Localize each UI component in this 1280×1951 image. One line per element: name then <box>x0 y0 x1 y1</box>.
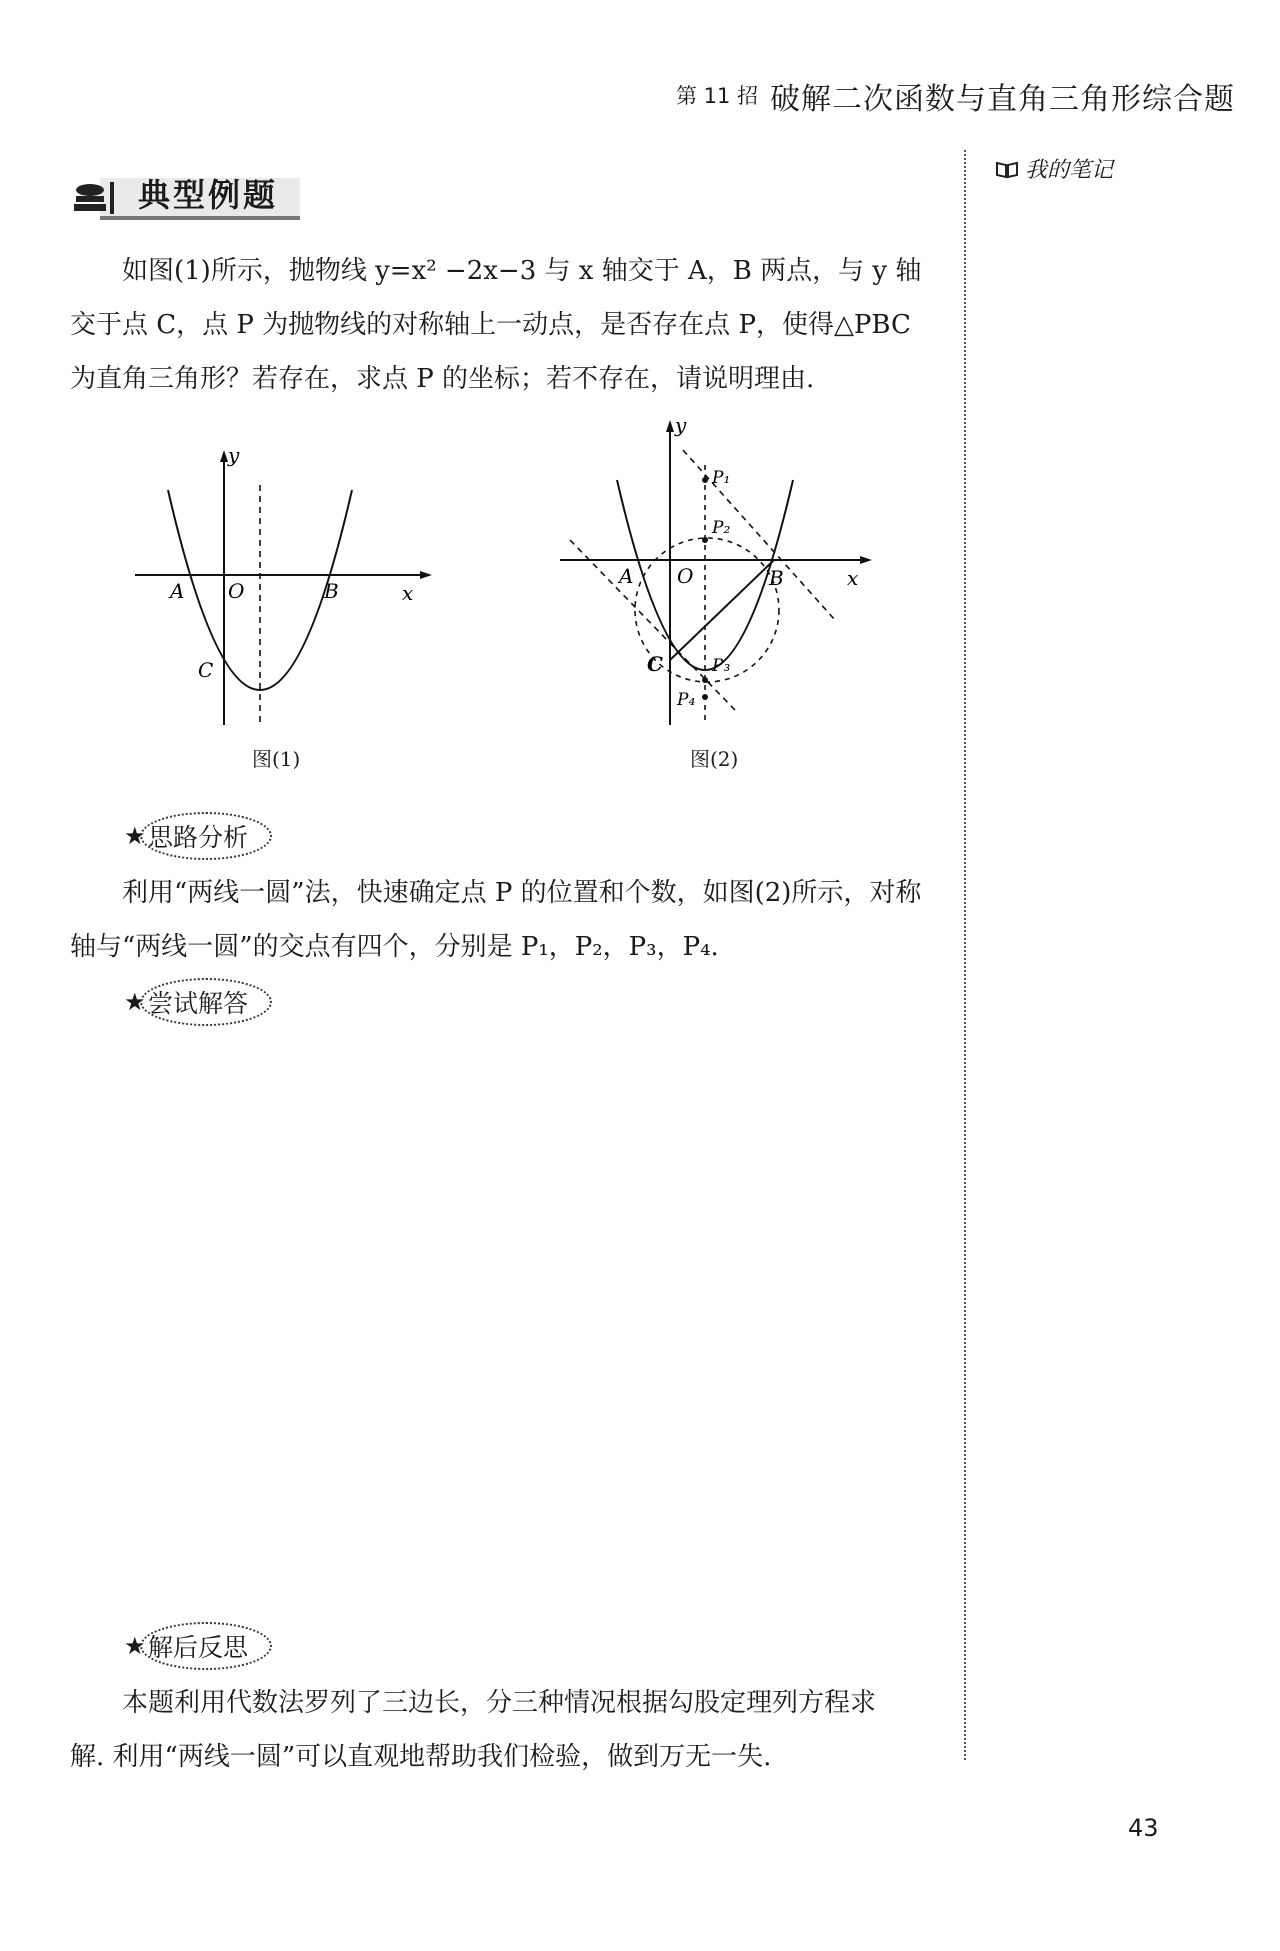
label-O: O <box>677 564 694 588</box>
figure-1-caption: 图(1) <box>252 747 301 771</box>
label-x: x <box>402 581 414 605</box>
label-C: C <box>647 652 663 676</box>
problem-line: 为直角三角形？若存在，求点 P 的坐标；若不存在，请说明理由. <box>70 364 815 394</box>
label-C: C <box>198 658 214 682</box>
chapter-title: 破解二次函数与直角三角形综合题 <box>770 82 1235 117</box>
analysis-heading: 思路分析 <box>148 823 249 852</box>
star-icon: ★ <box>124 988 146 1016</box>
label-P2: P₂ <box>712 518 731 538</box>
attempt-heading: 尝试解答 <box>148 989 249 1018</box>
label-O: O <box>228 579 245 603</box>
label-A: A <box>170 579 185 603</box>
notes-divider <box>964 150 966 1760</box>
label-P3: P₃ <box>712 656 731 676</box>
point-P3 <box>702 677 708 683</box>
label-B: B <box>324 579 339 603</box>
point-P4 <box>702 694 708 700</box>
analysis-line: 轴与“两线一圆”的交点有四个，分别是 P₁，P₂，P₃，P₄. <box>70 932 719 962</box>
reflection-heading: 解后反思 <box>148 1633 249 1662</box>
chapter-label: 第 11 招 <box>676 84 759 108</box>
figure-2-caption: 图(2) <box>690 747 739 771</box>
star-icon: ★ <box>124 822 146 850</box>
label-A: A <box>619 564 634 588</box>
perpendicular-at-C <box>570 540 735 710</box>
figure-2 <box>555 405 885 735</box>
analysis-line: 利用“两线一圆”法，快速确定点 P 的位置和个数，如图(2)所示，对称 <box>122 878 922 908</box>
label-x: x <box>847 566 859 590</box>
notes-label: 我的笔记 <box>1025 158 1114 183</box>
notes-heading <box>995 153 1113 184</box>
analysis-text <box>70 866 950 974</box>
problem-text <box>70 244 950 406</box>
figure-1 <box>120 440 440 740</box>
point-P1 <box>702 477 708 483</box>
star-icon: ★ <box>124 1632 146 1660</box>
reflection-line: 本题利用代数法罗列了三边长，分三种情况根据勾股定理列方程求 <box>122 1688 877 1718</box>
problem-line: 交于点 C，点 P 为抛物线的对称轴上一动点，是否存在点 P，使得△PBC <box>70 310 911 340</box>
reflection-line: 解. 利用“两线一圆”可以直观地帮助我们检验，做到万无一失. <box>70 1742 772 1772</box>
page-number: 43 <box>1128 1814 1159 1842</box>
reflection-text <box>70 1676 950 1784</box>
section-title: 典型例题 <box>138 176 279 214</box>
label-y: y <box>228 443 240 467</box>
point-P2 <box>702 537 708 543</box>
label-y: y <box>675 413 687 437</box>
label-P1: P₁ <box>712 468 731 488</box>
problem-line: 如图(1)所示，抛物线 y=x² −2x−3 与 x 轴交于 A，B 两点，与 y 轴 <box>122 256 922 286</box>
book-icon <box>995 161 1019 179</box>
label-B: B <box>769 566 784 590</box>
label-P4: P₄ <box>677 690 696 710</box>
